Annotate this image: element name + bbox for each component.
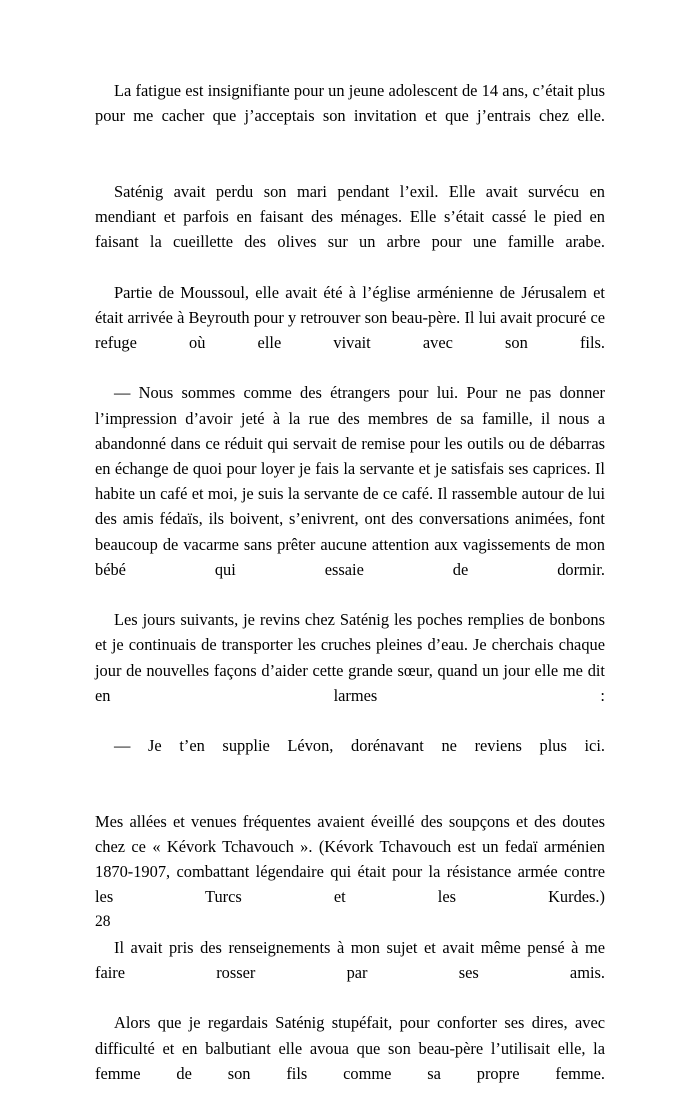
paragraph: Mes allées et venues fréquentes avaient éveillé des soupçons et des doutes chez ce « Kévork Tchavouch ». (Kévork Tchavouch est un fedaï arménien 1870-1907, combattant légendaire qui était pour la résistance armée contre les Turcs et les Kurdes.) (95, 811, 605, 907)
page-number: 28 (95, 913, 111, 930)
paragraph: — Nous sommes comme des étrangers pour lui. Pour ne pas donner l’impression d’avoir jeté à la rue des membres de sa famille, il nous a abandonné dans ce réduit qui servait de remise pour les outils ou de débarras en échange de quoi pour loyer je fais la servante et je satisfais ses caprices. Il habite un café et moi, je suis la servante de ce café. Il rassemble autour de lui des amis fédaïs, ils boivent, s’enivrent, ont des conversations animées, font beaucoup de vacarme sans prêter aucune attention aux vagissements de mon bébé qui essaie de dormir. (95, 383, 605, 579)
paragraph: Alors que je regardais Saténig stupéfait, pour conforter ses dires, avec difficulté et en balbutiant elle avoua que son beau-père l’utilisait elle, la femme de son fils comme sa propre femme. (95, 1013, 605, 1083)
paragraph: Partie de Moussoul, elle avait été à l’église arménienne de Jérusalem et était arrivée à Beyrouth pour y retrouver son beau-père. Il lui avait procuré ce refuge où elle vivait avec son fils. (95, 282, 605, 353)
page-text-block (95, 78, 605, 1111)
paragraph-group-separator (95, 784, 605, 809)
paragraph-group-separator (95, 154, 605, 179)
paragraph: Il avait pris des renseignements à mon sujet et avait même pensé à me faire rosser par ses amis. (95, 937, 605, 983)
paragraph: La fatigue est insignifiante pour un jeune adolescent de 14 ans, c’était plus pour me cacher que j’acceptais son invitation et que j’entrais chez elle. (95, 81, 605, 126)
paragraph: Saténig avait perdu son mari pendant l’exil. Elle avait survécu en mendiant et parfois en faisant des ménages. Elle s’était cassé le pied en faisant la cueillette des olives sur un arbre pour une famille arabe. (95, 181, 605, 252)
paragraph: — Je t’en supplie Lévon, dorénavant ne reviens plus ici. (114, 736, 605, 756)
paragraph: Les jours suivants, je revins chez Saténig les poches remplies de bonbons et je continuais de transporter les cruches pleines d’eau. Je cherchais chaque jour de nouvelles façons d’aider cette grande sœur, quand un jour elle me dit en larmes : (95, 610, 605, 705)
